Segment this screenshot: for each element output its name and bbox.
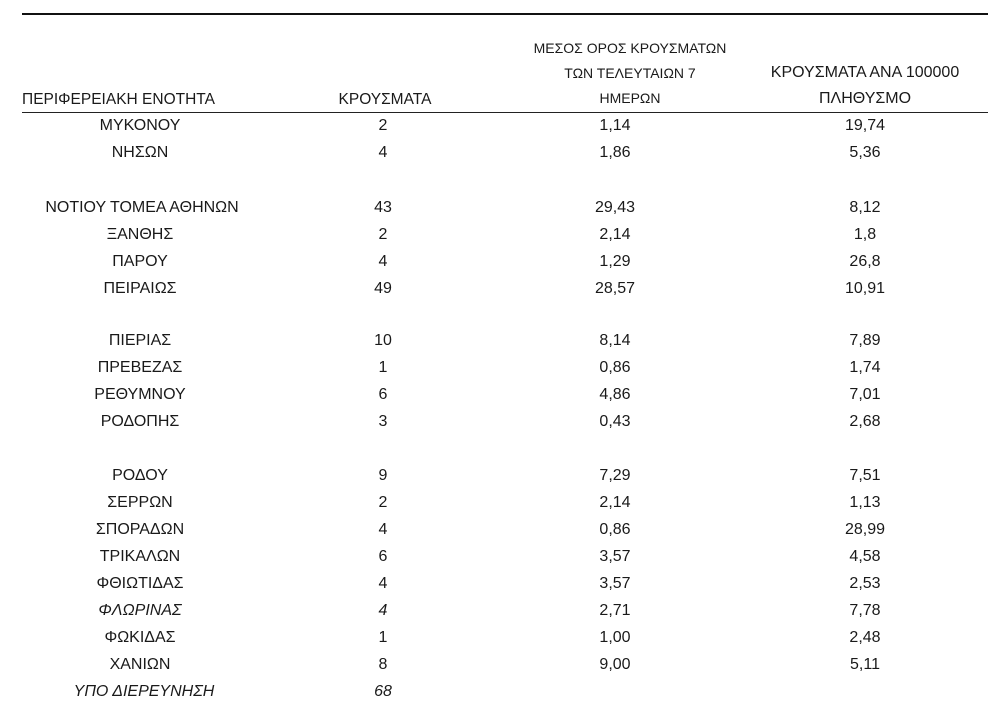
cell-per100k: 19,74 <box>844 117 886 134</box>
cell-avg7: 1,00 <box>599 629 631 646</box>
cell-region: ΡΕΘΥΜΝΟΥ <box>94 386 186 403</box>
table-row <box>0 571 1000 597</box>
table-row <box>0 382 1000 408</box>
cell-avg7: 0,43 <box>599 413 631 430</box>
cell-per100k: 1,74 <box>849 359 881 376</box>
cell-region: ΤΡΙΚΑΛΩΝ <box>99 548 181 565</box>
cell-per100k: 28,99 <box>844 521 886 538</box>
cell-cases: 43 <box>374 199 392 216</box>
table-row <box>0 544 1000 570</box>
header-region: ΠΕΡΙΦΕΡΕΙΑΚΗ ΕΝΟΤΗΤΑ <box>22 91 215 108</box>
header-avg-line-1: ΜΕΣΟΣ ΟΡΟΣ ΚΡΟΥΣΜΑΤΩΝ <box>533 40 727 56</box>
cell-per100k: 1,8 <box>853 226 877 243</box>
cell-cases: 49 <box>374 280 392 297</box>
table-row <box>0 328 1000 354</box>
table-row <box>0 625 1000 651</box>
table-row <box>0 652 1000 678</box>
cell-cases: 9 <box>378 467 388 484</box>
cell-avg7: 4,86 <box>599 386 631 403</box>
cell-avg7: 0,86 <box>599 521 631 538</box>
cell-cases: 6 <box>378 548 388 565</box>
cell-avg7: 1,14 <box>599 117 631 134</box>
cell-per100k: 5,11 <box>850 656 880 673</box>
table-row <box>0 249 1000 275</box>
cell-region: ΦΩΚΙΔΑΣ <box>104 629 176 646</box>
cell-cases: 3 <box>378 413 388 430</box>
table-row <box>0 195 1000 221</box>
cell-per100k: 10,91 <box>844 280 886 297</box>
table-row <box>0 409 1000 435</box>
header-avg-line-3: ΗΜΕΡΩΝ <box>599 90 661 106</box>
cell-cases: 4 <box>378 144 388 161</box>
cell-cases: 1 <box>378 629 388 646</box>
cell-per100k: 7,89 <box>849 332 881 349</box>
cell-per100k: 2,48 <box>849 629 881 646</box>
cell-region: ΡΟΔΟΥ <box>112 467 168 484</box>
cell-cases: 4 <box>378 575 388 592</box>
cell-cases: 4 <box>378 253 388 270</box>
cell-per100k: 1,13 <box>849 494 881 511</box>
cell-region: ΞΑΝΘΗΣ <box>106 226 174 243</box>
cell-per100k: 26,8 <box>849 253 881 270</box>
cell-cases: 8 <box>378 656 388 673</box>
cell-cases: 4 <box>378 521 388 538</box>
cell-avg7: 28,57 <box>594 280 636 297</box>
cell-region: ΧΑΝΙΩΝ <box>109 656 171 673</box>
cell-region: ΥΠΟ ΔΙΕΡΕΥΝΗΣΗ <box>73 683 215 700</box>
header-cases: ΚΡΟΥΣΜΑΤΑ <box>338 91 432 108</box>
cell-cases: 68 <box>374 683 392 700</box>
cell-region: ΠΙΕΡΙΑΣ <box>108 332 172 349</box>
cell-cases: 2 <box>378 494 388 511</box>
cell-avg7: 1,86 <box>599 144 631 161</box>
cell-avg7: 9,00 <box>599 656 631 673</box>
cell-avg7: 2,14 <box>599 494 631 511</box>
cell-region: ΠΕΙΡΑΙΩΣ <box>103 280 177 297</box>
cell-avg7: 7,29 <box>599 467 631 484</box>
cell-avg7: 3,57 <box>599 548 631 565</box>
cell-cases: 6 <box>378 386 388 403</box>
table-row <box>0 490 1000 516</box>
cell-region: ΡΟΔΟΠΗΣ <box>100 413 180 430</box>
cell-per100k: 4,58 <box>849 548 881 565</box>
cell-region: ΣΠΟΡΑΔΩΝ <box>95 521 185 538</box>
cell-region: ΦΛΩΡΙΝΑΣ <box>98 602 182 619</box>
cell-per100k: 8,12 <box>849 199 881 216</box>
cell-avg7: 2,14 <box>599 226 631 243</box>
cell-avg7: 1,29 <box>599 253 631 270</box>
cell-cases: 10 <box>374 332 392 349</box>
header-avg-line-2: ΤΩΝ ΤΕΛΕΥΤΑΙΩΝ 7 <box>564 65 696 81</box>
cell-per100k: 7,78 <box>849 602 881 619</box>
cell-region: ΦΘΙΩΤΙΔΑΣ <box>96 575 184 592</box>
cell-cases: 4 <box>378 602 388 619</box>
table-row <box>0 355 1000 381</box>
table-row <box>0 140 1000 166</box>
table-row <box>0 679 1000 705</box>
cell-region: ΜΥΚΟΝΟΥ <box>99 117 181 134</box>
cell-per100k: 2,68 <box>849 413 881 430</box>
cell-cases: 1 <box>378 359 388 376</box>
cell-avg7: 8,14 <box>599 332 631 349</box>
cell-region: ΣΕΡΡΩΝ <box>107 494 173 511</box>
cell-region: ΠΑΡΟΥ <box>112 253 168 270</box>
cell-per100k: 2,53 <box>849 575 881 592</box>
table-row <box>0 463 1000 489</box>
cell-per100k: 7,01 <box>849 386 881 403</box>
cell-cases: 2 <box>378 226 388 243</box>
cell-avg7: 2,71 <box>599 602 631 619</box>
table-row <box>0 276 1000 302</box>
cell-per100k: 5,36 <box>849 144 881 161</box>
table-row <box>0 517 1000 543</box>
cell-avg7: 29,43 <box>594 199 636 216</box>
cell-region: ΝΗΣΩΝ <box>111 144 169 161</box>
header-per100k-line-2: ΠΛΗΘΥΣΜΟ <box>818 90 912 107</box>
cell-region: ΝΟΤΙΟΥ ΤΟΜΕΑ ΑΘΗΝΩΝ <box>45 199 239 216</box>
table-row <box>0 113 1000 139</box>
table-row <box>0 598 1000 624</box>
cell-region: ΠΡΕΒΕΖΑΣ <box>97 359 183 376</box>
header-per100k-line-1: ΚΡΟΥΣΜΑΤΑ ΑΝΑ 100000 <box>770 64 960 81</box>
table-row <box>0 222 1000 248</box>
cell-avg7: 3,57 <box>599 575 631 592</box>
cell-cases: 2 <box>378 117 388 134</box>
cell-per100k: 7,51 <box>849 467 881 484</box>
cell-avg7: 0,86 <box>599 359 631 376</box>
